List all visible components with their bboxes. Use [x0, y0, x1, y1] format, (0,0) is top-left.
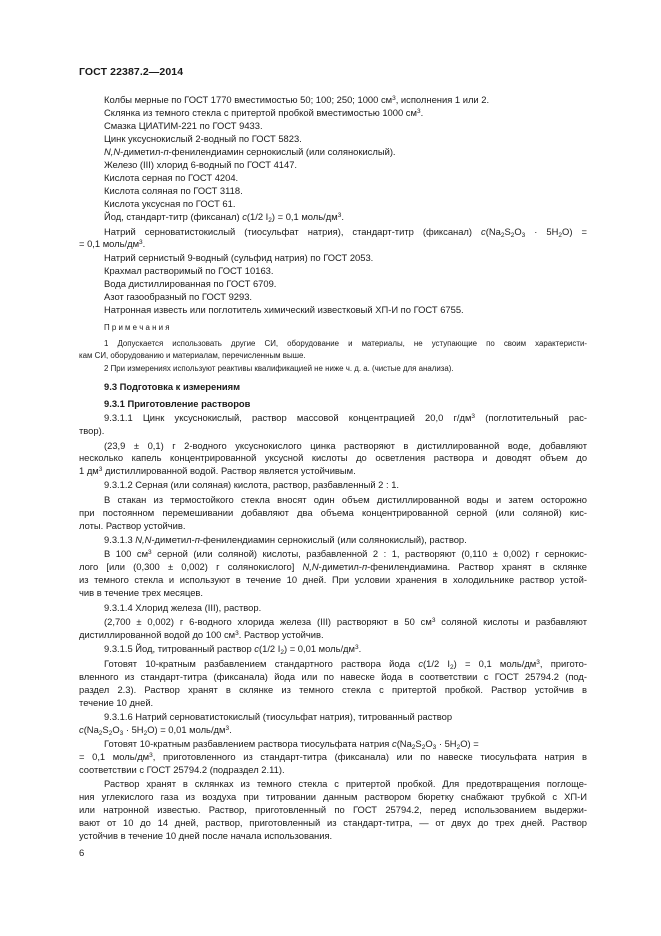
- text-line: $c(Na_2S_2O_3 \cdot 5H_2O) = 0,01$ моль/$дм^3$.: [79, 724, 232, 737]
- text-line: N,N-диметил-п-фенилендиамин сернокислый (или солянокислый).: [104, 146, 396, 157]
- text-line: (23,9 ± 0,1) г 2-водного уксуснокислого цинка растворяют в дистиллированной воде, добавляют: [104, 440, 588, 451]
- text-line: Крахмал растворимый по ГОСТ 10163.: [104, 265, 274, 276]
- text-line: Колбы мерные по ГОСТ 1770 вместимостью 50; 100; 250; 1000 $см^3$, исполнения 1 или 2.: [104, 94, 490, 105]
- text-line: лого [или (0,300 ± 0,002) г солянокислого] N,N-диметил-п-фенилендиамина. Раствор хранят в склянке: [79, 561, 588, 572]
- text-line: твор).: [79, 425, 105, 436]
- text-line: из темного стекла и используют в течение 10 дней. При условии хранения в холодильнике раствор устой-: [79, 574, 587, 585]
- text-line: Смазка ЦИАТИМ-221 по ГОСТ 9433.: [104, 120, 263, 131]
- text-line: или натронной известью. Раствор, приготовленный по ГОСТ 25794.2, перед использованием выдержи-: [79, 804, 587, 815]
- text-line: устойчив в течение 10 дней после начала использования.: [79, 830, 333, 841]
- text-line: раздел 2.3). Раствор хранят в склянке из темного стекла с притертой пробкой. Раствор устойчив в: [79, 684, 588, 695]
- text-line: течение 10 дней.: [79, 697, 154, 708]
- text-line: Железо (III) хлорид 6-водный по ГОСТ 4147.: [104, 159, 298, 170]
- text-line: Натрий серноватистокислый (тиосульфат натрия), стандарт-титр (фиксанал) $c(Na_2S_2O_3 \cdot 5H_2O)$ =: [104, 226, 587, 239]
- text-line: Кислота уксусная по ГОСТ 61.: [104, 198, 236, 209]
- text-line: несколько капель концентрированной уксусной кислоты до осветления раствора и доводят объем до: [79, 452, 588, 463]
- text-line: Йод, стандарт-титр (фиксанал) c(1/2 $I_2) = 0,1$ моль/$дм^3$.: [104, 211, 344, 224]
- text-line: 1 $дм^3$ дистиллированной водой. Раствор является устойчивым.: [79, 465, 356, 476]
- text-line: 9.3.1.4 Хлорид железа (III), раствор.: [104, 602, 262, 613]
- text-line: В стакан из термостойкого стекла вносят один объем дистиллированной воды и затем осторожно: [104, 494, 588, 505]
- text-line: Кислота серная по ГОСТ 4204.: [104, 172, 239, 183]
- text-line: Цинк уксуснокислый 2-водный по ГОСТ 5823.: [104, 133, 302, 144]
- text-line: при постоянном перемешивании добавляют два объема концентрированной серной (или соляной) кис-: [79, 507, 588, 518]
- text-line: В 100 $см^3$ серной (или соляной) кислоты, разбавленной 2 : 1, растворяют (0,110 ± 0,002) г сернокис-: [104, 548, 587, 559]
- text-line: вленного из стандарт-титра (фиксанала) йода или по навеске йода в соответствии с ГОСТ 25794.2 (под-: [79, 671, 588, 682]
- text-line: кам СИ, оборудованию и материалам, перечисленным выше.: [79, 351, 306, 360]
- text-line: 9.3.1.6 Натрий серноватистокислый (тиосульфат натрия), титрованный раствор: [104, 711, 453, 722]
- text-line: Раствор хранят в склянках из темного стекла с притертой пробкой. Для предотвращения поглоще-: [104, 778, 588, 789]
- text-line: (2,700 ± 0,002) г 6-водного хлорида железа (III) растворяют в 50 $см^3$ соляной кислоты и разбавляют: [104, 616, 588, 627]
- text-line: Натрий сернистый 9-водный (сульфид натрия) по ГОСТ 2053.: [104, 252, 374, 263]
- page-header: ГОСТ 22387.2—2014: [79, 66, 184, 78]
- text-line: 1 Допускается использовать другие СИ, оборудование и материалы, не уступающие по своим характеристи-: [104, 339, 588, 348]
- text-line: Готовят 10-кратным разбавлением стандартного раствора йода c(1/2 $I_2) = 0,1$ моль/$дм^3$, пригото-: [104, 658, 587, 671]
- text-line: Готовят 10-кратным разбавлением раствора тиосульфата натрия $c(Na_2S_2O_3 \cdot 5H_2O)$ =: [104, 738, 479, 751]
- text-line: 9.3 Подготовка к измерениям: [104, 381, 241, 392]
- text-line: П р и м е ч а н и я: [104, 323, 170, 332]
- text-line: = 0,1 моль/$дм^3$.: [79, 238, 146, 249]
- text-line: Натронная известь или поглотитель химический известковый ХП-И по ГОСТ 6755.: [104, 304, 464, 315]
- text-line: Вода дистиллированная по ГОСТ 6709.: [104, 278, 277, 289]
- text-line: лоты. Раствор устойчив.: [79, 520, 186, 531]
- text-line: Азот газообразный по ГОСТ 9293.: [104, 291, 253, 302]
- page-number: 6: [79, 848, 85, 859]
- text-line: 9.3.1.3 N,N-диметил-п-фенилендиамин сернокислый (или солянокислый), раствор.: [104, 534, 467, 545]
- text-line: 9.3.1.1 Цинк уксуснокислый, раствор массовой концентрацией 20,0 $г/дм^3$ (поглотительный рас-: [104, 412, 588, 423]
- text-line: Кислота соляная по ГОСТ 3118.: [104, 185, 243, 196]
- text-line: Склянка из темного стекла с притертой пробкой вместимостью 1000 $см^3$.: [104, 107, 424, 118]
- text-line: чив в течение трех месяцев.: [79, 587, 204, 598]
- text-line: 2 При измерениях используют реактивы квалификацией не ниже ч. д. а. (чистые для анализа).: [104, 364, 454, 373]
- text-line: дистиллированной водой до 100 $см^3$. Раствор устойчив.: [79, 629, 324, 640]
- text-line: вают от 10 до 14 дней, раствор, приготовленный из стандарт-титра, — от двух до трех дней. Раствор: [79, 817, 588, 828]
- text-line: = 0,1 моль/$дм^3$, приготовленного из стандарт-титра (фиксанала) или по навеске тиосульфата натрия в: [79, 751, 588, 762]
- text-line: ния углекислого газа из воздуха при титровании данным раствором бюретку снабжают трубкой с ХП-И: [79, 791, 587, 802]
- text-line: 9.3.1.5 Йод, титрованный раствор c(1/2 $I_2) = 0,01$ моль/$дм^3$.: [104, 643, 362, 656]
- text-line: 9.3.1 Приготовление растворов: [104, 398, 251, 409]
- text-line: соответствии с ГОСТ 25794.2 (подраздел 2.11).: [79, 764, 285, 775]
- text-line: 9.3.1.2 Серная (или соляная) кислота, раствор, разбавленный 2 : 1.: [104, 479, 400, 490]
